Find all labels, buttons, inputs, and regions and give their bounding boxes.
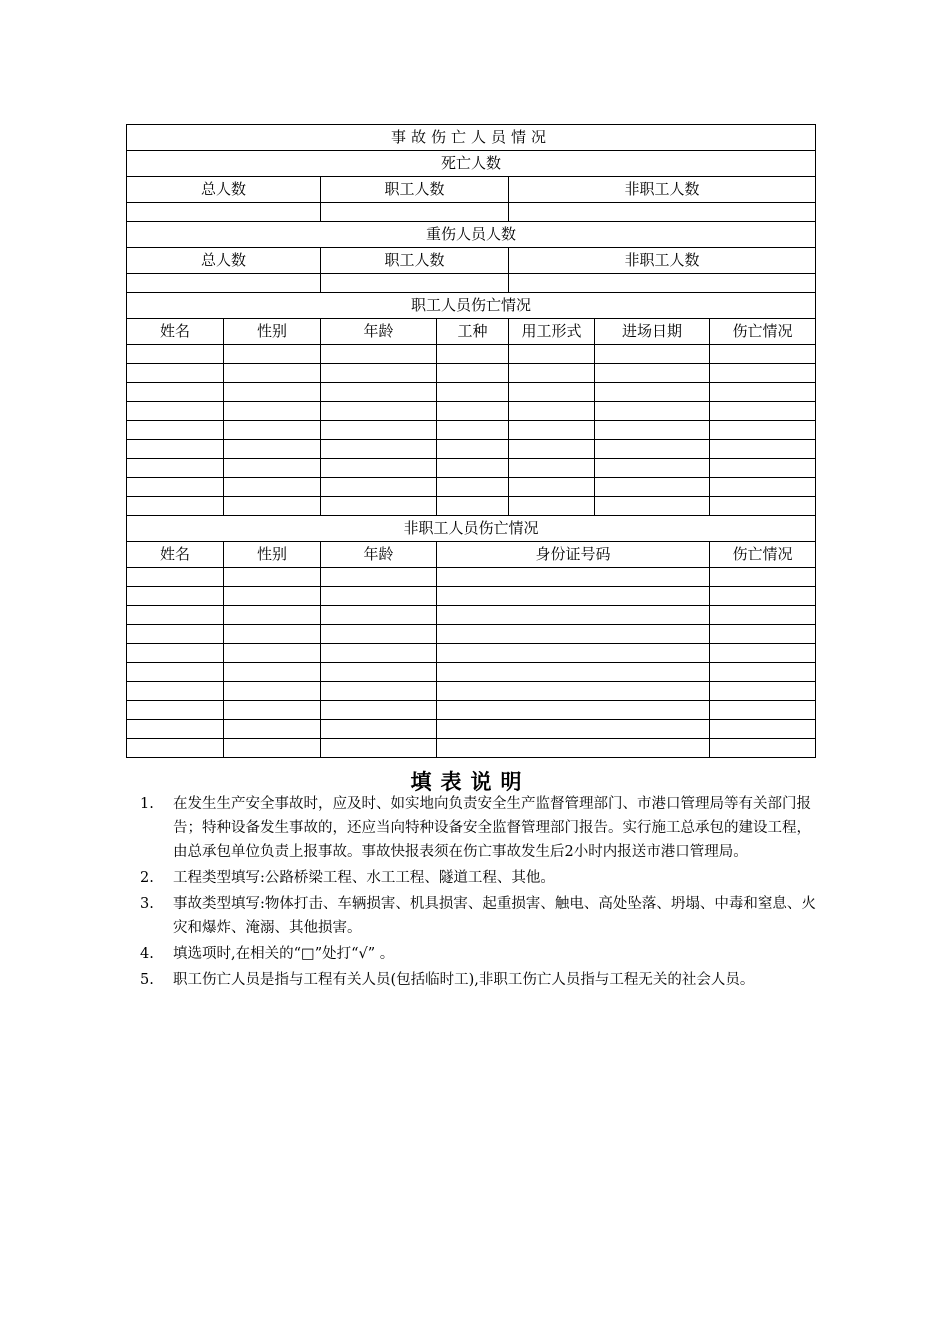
non-employee-cell-input[interactable]: [321, 644, 437, 663]
non-employee-cell-input[interactable]: [127, 720, 224, 739]
injuries-total-input[interactable]: [127, 274, 321, 293]
non-employee-cell-input[interactable]: [127, 701, 224, 720]
deaths-non-employee-input[interactable]: [509, 203, 816, 222]
non-employee-cell-input[interactable]: [224, 701, 321, 720]
injuries-col-non-employee: 非职工人数: [509, 248, 816, 274]
note-text: 填选项时,在相关的“□”处打“√” 。: [173, 946, 395, 962]
employee-cell-input[interactable]: [127, 364, 224, 383]
non-employees-heading: 非职工人员伤亡情况: [127, 516, 816, 542]
employee-cell-input[interactable]: [437, 497, 509, 516]
employee-cell-input[interactable]: [509, 478, 595, 497]
deaths-employee-input[interactable]: [321, 203, 509, 222]
non-employee-cell-input[interactable]: [224, 568, 321, 587]
employee-cell-input[interactable]: [224, 459, 321, 478]
non-employee-cell-input[interactable]: [127, 644, 224, 663]
employee-cell-input[interactable]: [224, 478, 321, 497]
note-item: [140, 968, 820, 992]
employee-cell-input[interactable]: [710, 383, 816, 402]
non-employee-blank-row: [127, 701, 816, 720]
employee-cell-input[interactable]: [321, 459, 437, 478]
non-employee-cell-input[interactable]: [321, 739, 437, 758]
employee-cell-input[interactable]: [595, 345, 710, 364]
note-number: 3.: [140, 896, 154, 912]
employee-cell-input[interactable]: [595, 364, 710, 383]
non-employee-cell-input[interactable]: [710, 663, 816, 682]
employee-blank-row: [127, 478, 816, 497]
non-employee-cell-input[interactable]: [321, 701, 437, 720]
employee-cell-input[interactable]: [710, 497, 816, 516]
employee-cell-input[interactable]: [127, 421, 224, 440]
employee-blank-row: [127, 497, 816, 516]
injuries-heading: 重伤人员人数: [127, 222, 816, 248]
non-employee-cell-input[interactable]: [437, 625, 710, 644]
non-employee-cell-input[interactable]: [224, 625, 321, 644]
non-employee-blank-row: [127, 682, 816, 701]
deaths-heading: 死亡人数: [127, 151, 816, 177]
note-text: 在发生生产安全事故时，应及时、如实地向负责安全生产监督管理部门、市港口管理局等有关部门报告；特种设备发生事故的，还应当向特种设备安全监督管理部门报告。实行施工总承包的建设工程，由总承包单位负责上报事故。事故快报表须在伤亡事故发生后2小时内报送市港口管理局。: [173, 796, 811, 860]
non-employee-cell-input[interactable]: [224, 739, 321, 758]
employee-cell-input[interactable]: [437, 383, 509, 402]
non-employee-cell-input[interactable]: [437, 568, 710, 587]
non-employee-cell-input[interactable]: [224, 644, 321, 663]
employee-blank-row: [127, 383, 816, 402]
employees-col-name: 姓名: [127, 319, 224, 345]
employee-cell-input[interactable]: [595, 497, 710, 516]
employee-cell-input[interactable]: [127, 478, 224, 497]
non-employee-cell-input[interactable]: [437, 720, 710, 739]
employee-cell-input[interactable]: [437, 440, 509, 459]
employee-cell-input[interactable]: [224, 497, 321, 516]
employee-cell-input[interactable]: [437, 345, 509, 364]
non-employee-cell-input[interactable]: [437, 644, 710, 663]
non-employee-cell-input[interactable]: [321, 625, 437, 644]
non-employee-cell-input[interactable]: [127, 568, 224, 587]
non-employee-cell-input[interactable]: [437, 739, 710, 758]
non-employee-cell-input[interactable]: [437, 682, 710, 701]
employee-blank-row: [127, 421, 816, 440]
injuries-non-employee-input[interactable]: [509, 274, 816, 293]
non-employee-cell-input[interactable]: [710, 606, 816, 625]
non-employees-col-age: 年龄: [321, 542, 437, 568]
table-title: 事故伤亡人员情况: [127, 125, 816, 151]
employee-cell-input[interactable]: [710, 478, 816, 497]
non-employee-cell-input[interactable]: [710, 568, 816, 587]
employee-cell-input[interactable]: [509, 440, 595, 459]
note-item: [140, 892, 820, 940]
non-employee-blank-row: [127, 644, 816, 663]
non-employee-cell-input[interactable]: [224, 682, 321, 701]
employee-cell-input[interactable]: [595, 440, 710, 459]
deaths-total-input[interactable]: [127, 203, 321, 222]
employee-cell-input[interactable]: [710, 421, 816, 440]
non-employee-cell-input[interactable]: [437, 701, 710, 720]
non-employee-cell-input[interactable]: [224, 720, 321, 739]
employee-cell-input[interactable]: [710, 440, 816, 459]
note-text: 职工伤亡人员是指与工程有关人员(包括临时工),非职工伤亡人员指与工程无关的社会人员。: [173, 972, 755, 988]
non-employee-cell-input[interactable]: [321, 606, 437, 625]
employee-cell-input[interactable]: [224, 402, 321, 421]
non-employee-blank-row: [127, 568, 816, 587]
non-employee-cell-input[interactable]: [710, 644, 816, 663]
employee-cell-input[interactable]: [710, 345, 816, 364]
deaths-col-employee: 职工人数: [321, 177, 509, 203]
employees-col-gender: 性别: [224, 319, 321, 345]
employee-cell-input[interactable]: [509, 345, 595, 364]
employee-cell-input[interactable]: [321, 383, 437, 402]
employee-cell-input[interactable]: [710, 459, 816, 478]
employee-cell-input[interactable]: [437, 459, 509, 478]
non-employee-cell-input[interactable]: [710, 625, 816, 644]
note-item: [140, 942, 820, 966]
non-employee-cell-input[interactable]: [127, 739, 224, 758]
non-employee-cell-input[interactable]: [321, 663, 437, 682]
non-employee-cell-input[interactable]: [224, 587, 321, 606]
employee-cell-input[interactable]: [509, 402, 595, 421]
injuries-col-total: 总人数: [127, 248, 321, 274]
employee-cell-input[interactable]: [127, 497, 224, 516]
non-employee-blank-row: [127, 587, 816, 606]
employee-cell-input[interactable]: [437, 364, 509, 383]
employee-cell-input[interactable]: [127, 459, 224, 478]
employee-cell-input[interactable]: [595, 383, 710, 402]
non-employee-cell-input[interactable]: [321, 568, 437, 587]
employee-cell-input[interactable]: [509, 459, 595, 478]
employee-blank-row: [127, 345, 816, 364]
employee-cell-input[interactable]: [595, 478, 710, 497]
note-text: 事故类型填写:物体打击、车辆损害、机具损害、起重损害、触电、高处坠落、坍塌、中毒和窒息、火灾和爆炸、淹溺、其他损害。: [173, 896, 816, 936]
note-number: 2.: [140, 870, 154, 886]
non-employee-cell-input[interactable]: [127, 587, 224, 606]
employee-cell-input[interactable]: [710, 364, 816, 383]
note-item: [140, 792, 820, 864]
employee-cell-input[interactable]: [321, 364, 437, 383]
employee-blank-row: [127, 440, 816, 459]
casualty-table: [126, 124, 816, 758]
employee-cell-input[interactable]: [224, 440, 321, 459]
employee-cell-input[interactable]: [224, 421, 321, 440]
injuries-employee-input[interactable]: [321, 274, 509, 293]
employee-cell-input[interactable]: [595, 402, 710, 421]
employees-col-age: 年龄: [321, 319, 437, 345]
employee-cell-input[interactable]: [127, 440, 224, 459]
employee-cell-input[interactable]: [710, 402, 816, 421]
employee-rows: [127, 345, 816, 516]
non-employee-cell-input[interactable]: [710, 720, 816, 739]
non-employee-cell-input[interactable]: [224, 663, 321, 682]
employee-cell-input[interactable]: [509, 497, 595, 516]
non-employee-rows: [127, 568, 816, 758]
non-employee-cell-input[interactable]: [437, 606, 710, 625]
non-employee-blank-row: [127, 625, 816, 644]
employee-cell-input[interactable]: [595, 421, 710, 440]
note-number: 4.: [140, 946, 154, 962]
non-employee-blank-row: [127, 663, 816, 682]
note-item: [140, 866, 820, 890]
non-employee-blank-row: [127, 606, 816, 625]
employee-cell-input[interactable]: [509, 364, 595, 383]
employee-cell-input[interactable]: [224, 383, 321, 402]
employee-cell-input[interactable]: [127, 345, 224, 364]
non-employee-cell-input[interactable]: [127, 625, 224, 644]
deaths-col-non-employee: 非职工人数: [509, 177, 816, 203]
non-employee-cell-input[interactable]: [127, 606, 224, 625]
employees-col-casualty: 伤亡情况: [710, 319, 816, 345]
note-text: 工程类型填写:公路桥梁工程、水工工程、隧道工程、其他。: [173, 870, 555, 886]
employee-cell-input[interactable]: [321, 478, 437, 497]
non-employees-col-id-number: 身份证号码: [437, 542, 710, 568]
non-employees-col-name: 姓名: [127, 542, 224, 568]
employee-cell-input[interactable]: [509, 421, 595, 440]
employee-cell-input[interactable]: [127, 383, 224, 402]
employee-cell-input[interactable]: [595, 459, 710, 478]
non-employee-cell-input[interactable]: [321, 720, 437, 739]
non-employee-cell-input[interactable]: [710, 701, 816, 720]
employee-cell-input[interactable]: [321, 345, 437, 364]
note-number: 5.: [140, 972, 154, 988]
non-employee-cell-input[interactable]: [710, 682, 816, 701]
employees-col-entry-date: 进场日期: [595, 319, 710, 345]
employee-cell-input[interactable]: [127, 402, 224, 421]
employees-col-employment-type: 用工形式: [509, 319, 595, 345]
non-employee-cell-input[interactable]: [321, 682, 437, 701]
employee-cell-input[interactable]: [437, 402, 509, 421]
employee-blank-row: [127, 402, 816, 421]
non-employee-cell-input[interactable]: [710, 587, 816, 606]
employee-cell-input[interactable]: [321, 497, 437, 516]
non-employee-cell-input[interactable]: [127, 663, 224, 682]
non-employees-col-gender: 性别: [224, 542, 321, 568]
employee-cell-input[interactable]: [224, 364, 321, 383]
non-employee-blank-row: [127, 720, 816, 739]
non-employee-cell-input[interactable]: [437, 663, 710, 682]
non-employee-blank-row: [127, 739, 816, 758]
non-employee-cell-input[interactable]: [437, 587, 710, 606]
employee-cell-input[interactable]: [321, 421, 437, 440]
employee-cell-input[interactable]: [437, 421, 509, 440]
injuries-col-employee: 职工人数: [321, 248, 509, 274]
non-employee-cell-input[interactable]: [224, 606, 321, 625]
employee-cell-input[interactable]: [321, 440, 437, 459]
notes-title: 填表说明: [410, 770, 531, 794]
employee-cell-input[interactable]: [224, 345, 321, 364]
non-employee-cell-input[interactable]: [127, 682, 224, 701]
non-employee-cell-input[interactable]: [710, 739, 816, 758]
employee-cell-input[interactable]: [509, 383, 595, 402]
non-employees-col-casualty: 伤亡情况: [710, 542, 816, 568]
note-number: 1.: [140, 796, 154, 812]
employees-col-trade: 工种: [437, 319, 509, 345]
employee-blank-row: [127, 459, 816, 478]
employees-heading: 职工人员伤亡情况: [127, 293, 816, 319]
employee-blank-row: [127, 364, 816, 383]
employee-cell-input[interactable]: [437, 478, 509, 497]
non-employee-cell-input[interactable]: [321, 587, 437, 606]
employee-cell-input[interactable]: [321, 402, 437, 421]
notes-list: [140, 792, 820, 994]
deaths-col-total: 总人数: [127, 177, 321, 203]
